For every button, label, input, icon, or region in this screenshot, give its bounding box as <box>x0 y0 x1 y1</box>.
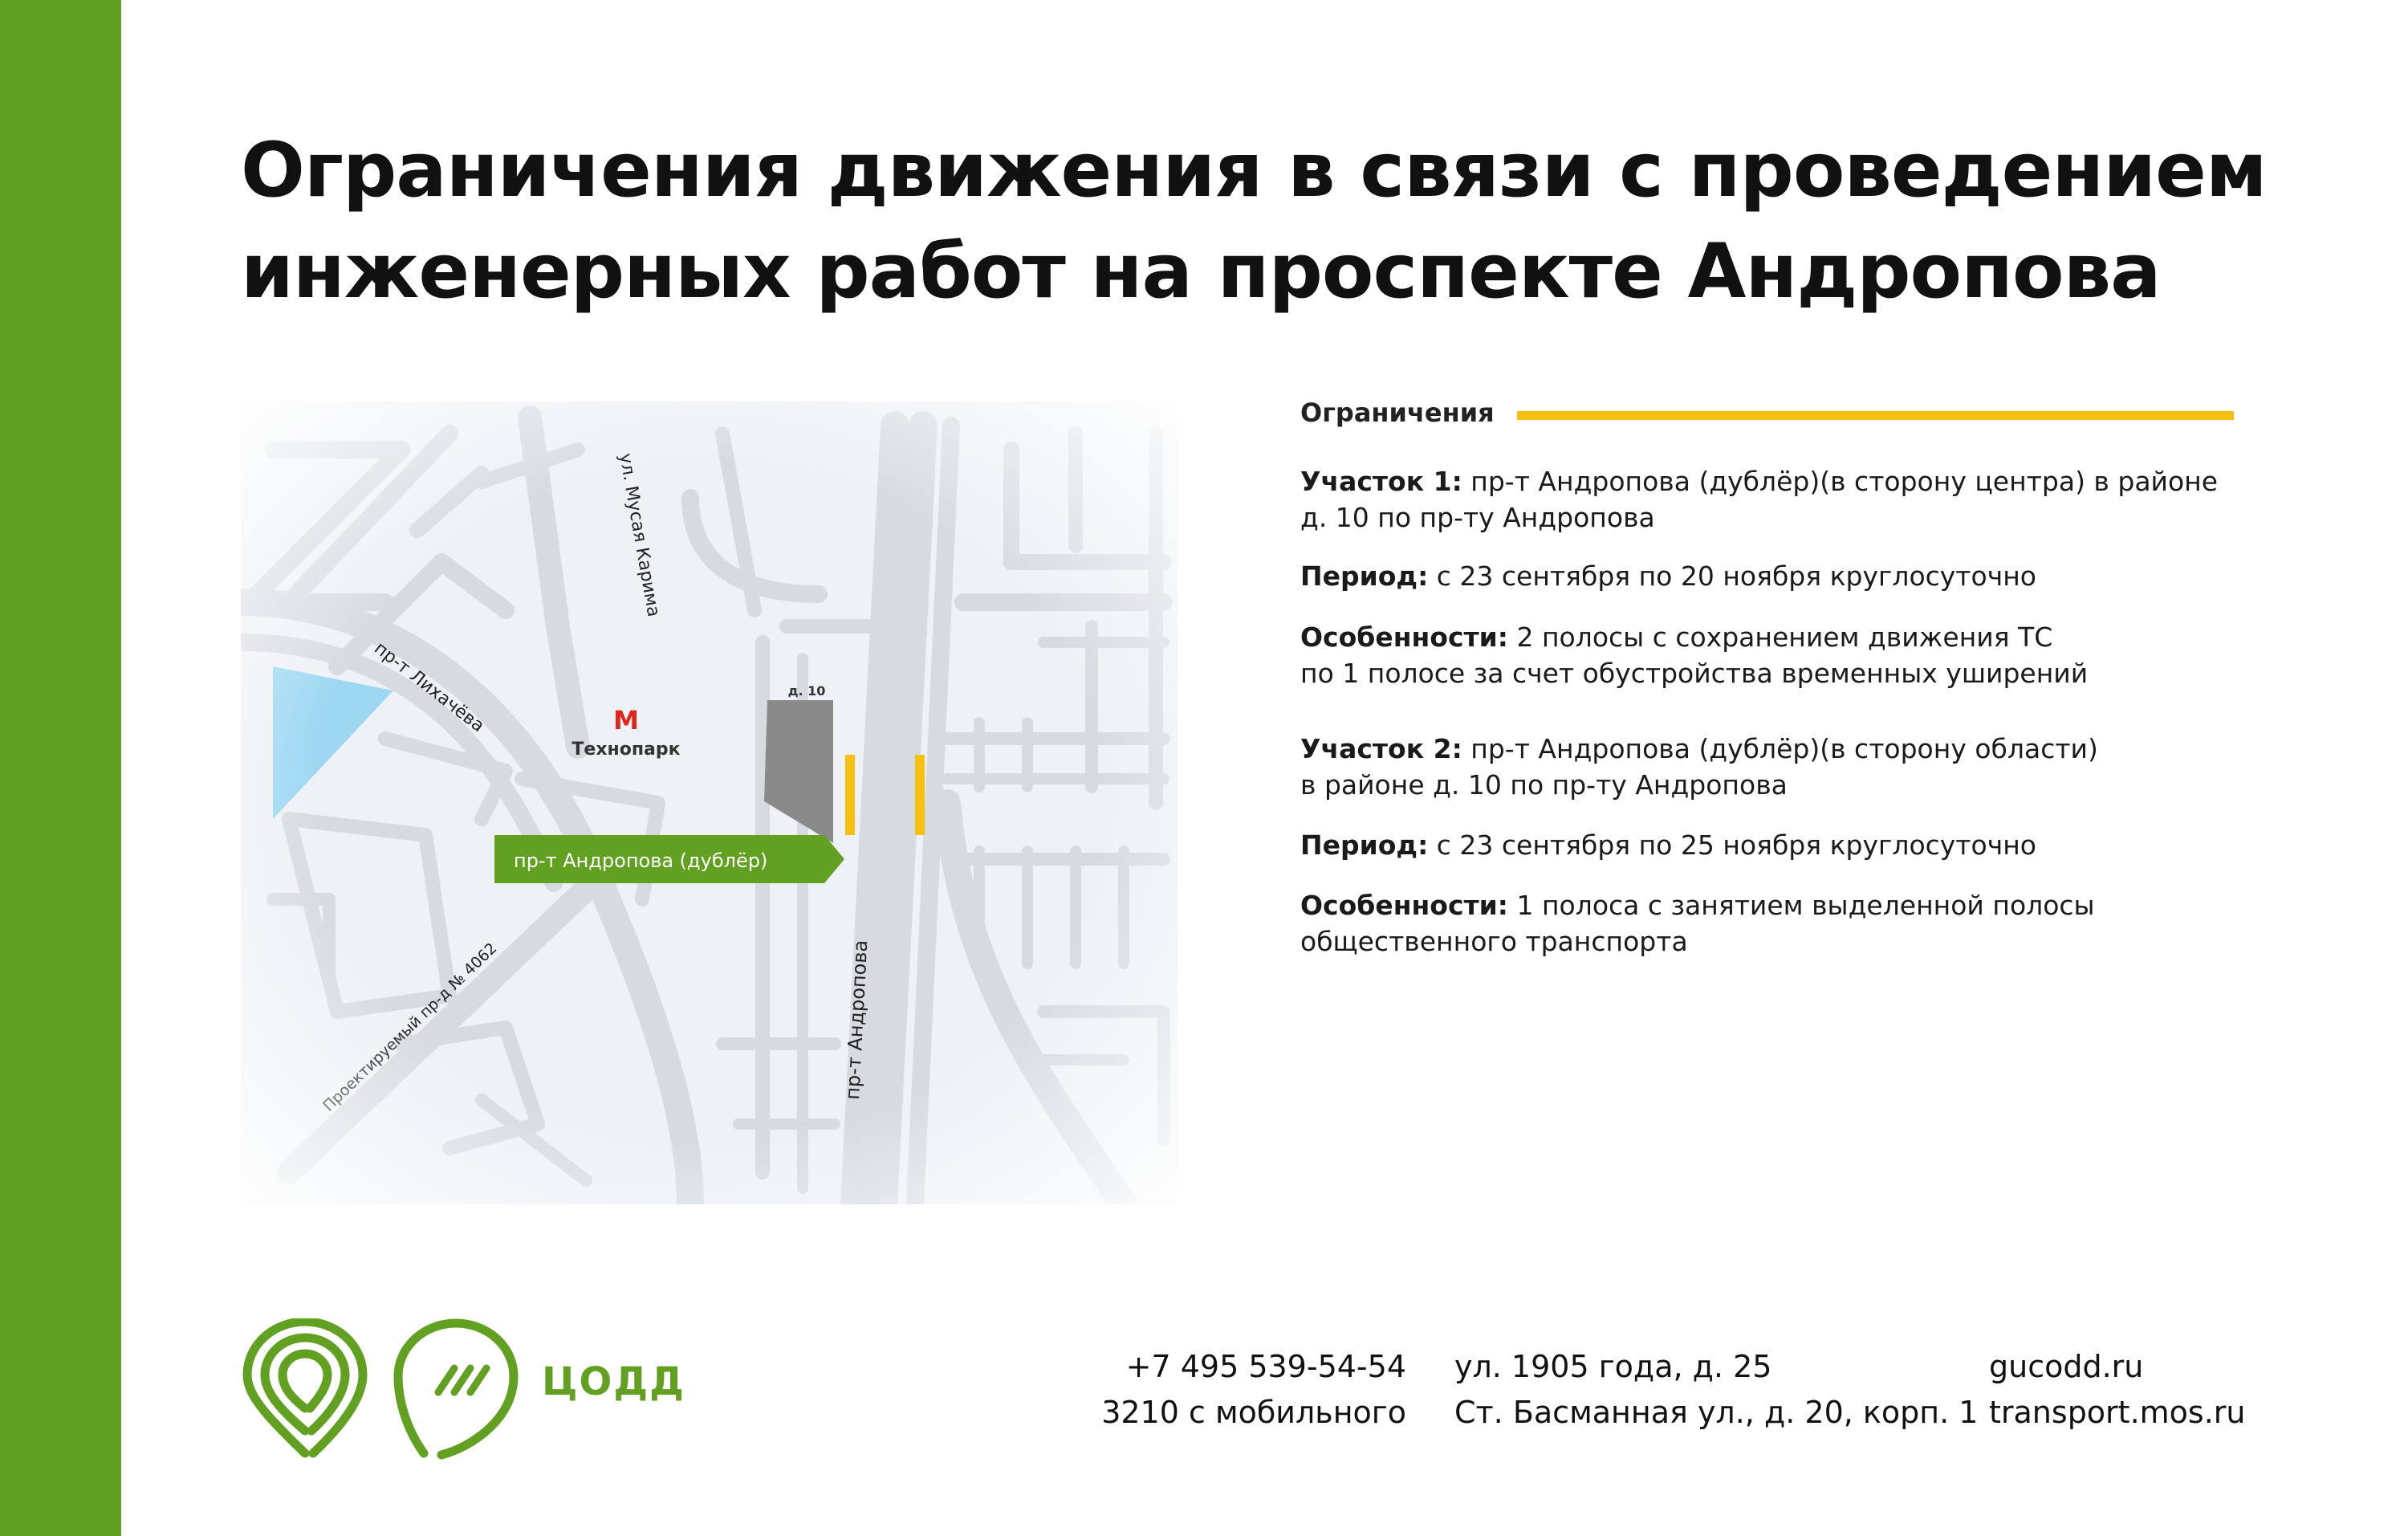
heading-accent-rule <box>1517 411 2234 420</box>
section-2-period: Период: с 23 сентября по 25 ноября круглосуточно <box>1300 829 2036 861</box>
page-title <box>241 120 2328 323</box>
map-panel <box>241 401 1178 1204</box>
section-1-period: Период: с 23 сентября по 20 ноября круглосуточно <box>1300 560 2036 592</box>
page-title-line-1: Ограничения движения в связи с проведением <box>241 127 2267 214</box>
section-2-features: Особенности: 1 полоса с занятием выделенной полосы общественного транспорта <box>1300 890 2095 957</box>
contact-phones <box>1101 1344 1406 1436</box>
page-title-line-2: инженерных работ на проспекте Андропова <box>241 228 2161 316</box>
phone-mobile[interactable]: 3210 с мобильного <box>1101 1395 1406 1430</box>
codd-concentric-logo-icon <box>241 1318 369 1463</box>
map-svg <box>241 401 1178 1204</box>
sidebar-green-stripe <box>0 0 121 1536</box>
restrictions-heading <box>1300 397 2231 438</box>
website-gucodd-link[interactable]: gucodd.ru <box>1989 1349 2144 1384</box>
address-primary: ул. 1905 года, д. 25 <box>1454 1349 1772 1384</box>
section-2-title: Участок 2: пр-т Андропова (дублёр)(в сторону области) в районе д. 10 по пр-ту Андропова <box>1300 733 2098 801</box>
footer <box>0 1317 2408 1477</box>
restrictions-heading-label: Ограничения <box>1300 397 1495 428</box>
org-name: ЦОДД <box>542 1359 685 1404</box>
section-1-title: Участок 1: пр-т Андропова (дублёр)(в сторону центра) в районе д. 10 по пр-ту Андропова <box>1300 466 2219 533</box>
codd-lanes-logo-icon <box>392 1318 520 1463</box>
contact-websites <box>1989 1344 2246 1436</box>
section-1-features: Особенности: 2 полосы с сохранением движения ТС по 1 полосе за счет обустройства временных уширений <box>1300 621 2089 689</box>
phone-primary[interactable]: +7 495 539-54-54 <box>1125 1349 1406 1384</box>
contact-addresses <box>1454 1344 1978 1436</box>
restrictions-panel <box>1300 397 2231 957</box>
address-secondary: Ст. Басманная ул., д. 20, корп. 1 <box>1454 1395 1979 1430</box>
website-transport-link[interactable]: transport.mos.ru <box>1989 1395 2246 1430</box>
